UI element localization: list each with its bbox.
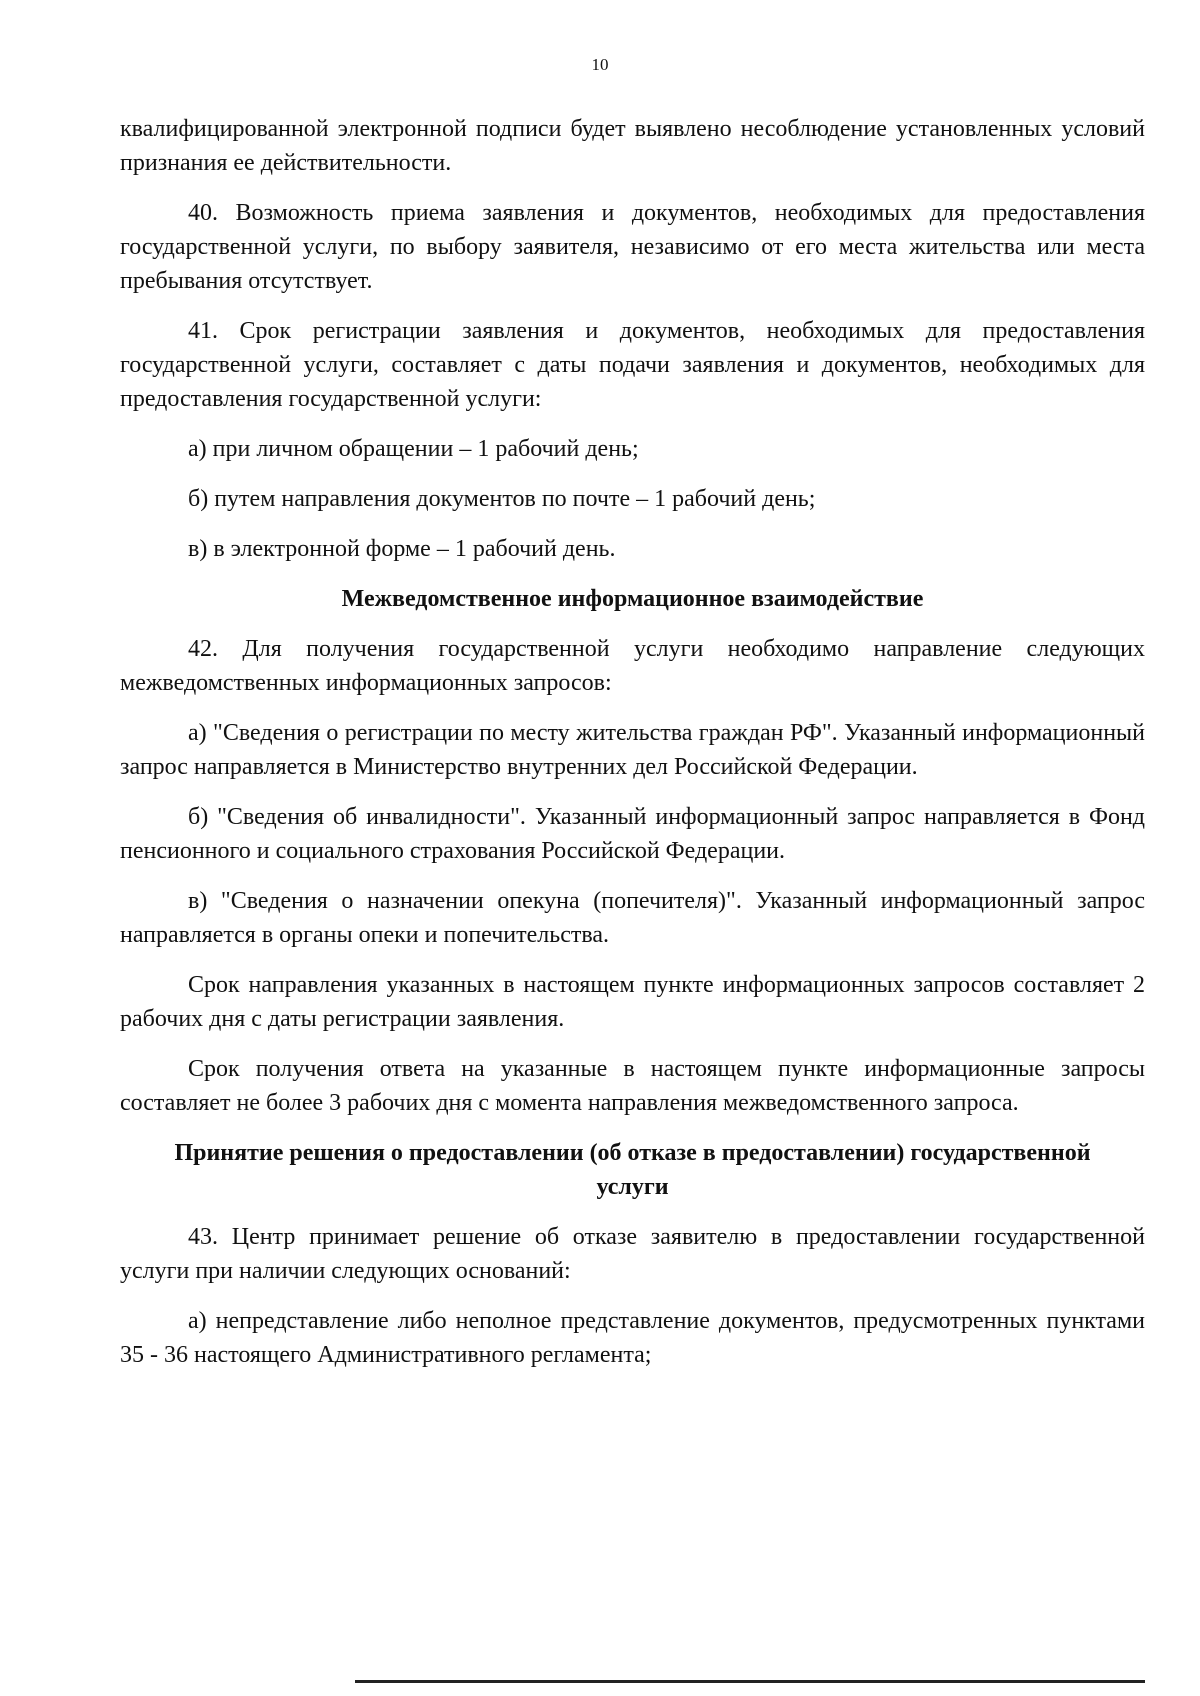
paragraph-41-b: б) путем направления документов по почте – 1 рабочий день; (188, 486, 816, 512)
paragraph-40: 40. Возможность приема заявления и документов, необходимых для предоставления государственной услуги, по выбору заявителя, независимо от его места жительства или места пребывания отсутствует. (120, 200, 1145, 294)
paragraph-42-c: в) "Сведения о назначении опекуна (попечителя)". Указанный информационный запрос направляется в органы опеки и попечительства. (120, 888, 1145, 948)
paragraph-43: 43. Центр принимает решение об отказе заявителю в предоставлении государственной услуги при наличии следующих оснований: (120, 1224, 1145, 1284)
paragraph-42-b: б) "Сведения об инвалидности". Указанный информационный запрос направляется в Фонд пенсионного и социального страхования Российской Федерации. (120, 804, 1145, 864)
paragraph-42-term-sending: Срок направления указанных в настоящем пункте информационных запросов составляет 2 рабочих дня с даты регистрации заявления. (120, 972, 1145, 1032)
paragraph-42-a: а) "Сведения о регистрации по месту жительства граждан РФ". Указанный информационный запрос направляется в Министерство внутренних дел Российской Федерации. (120, 720, 1145, 780)
paragraph-43-a: а) непредставление либо неполное представление документов, предусмотренных пунктами 35 - 36 настоящего Административного регламента; (120, 1308, 1145, 1368)
paragraph-42: 42. Для получения государственной услуги необходимо направление следующих межведомственных информационных запросов: (120, 636, 1145, 696)
section-heading-interagency: Межведомственное информационное взаимодействие (341, 586, 924, 612)
page-number: 10 (591, 55, 609, 74)
paragraph-41: 41. Срок регистрации заявления и документов, необходимых для предоставления государственной услуги, составляет с даты подачи заявления и документов, необходимых для предоставления государственной услуги: (120, 318, 1145, 412)
paragraph-41-c: в) в электронной форме – 1 рабочий день. (188, 536, 616, 562)
paragraph-41-a: а) при личном обращении – 1 рабочий день; (188, 436, 639, 462)
document-body (120, 112, 1145, 1388)
section-heading-decision: Принятие решения о предоставлении (об отказе в предоставлении) государственной услуги (174, 1140, 1091, 1200)
paragraph-42-term-response: Срок получения ответа на указанные в настоящем пункте информационные запросы составляет не более 3 рабочих дня с момента направления межведомственного запроса. (120, 1056, 1145, 1116)
paragraph-continuation: квалифицированной электронной подписи будет выявлено несоблюдение установленных условий признания ее действительности. (120, 116, 1145, 176)
scan-edge-line (355, 1680, 1145, 1683)
